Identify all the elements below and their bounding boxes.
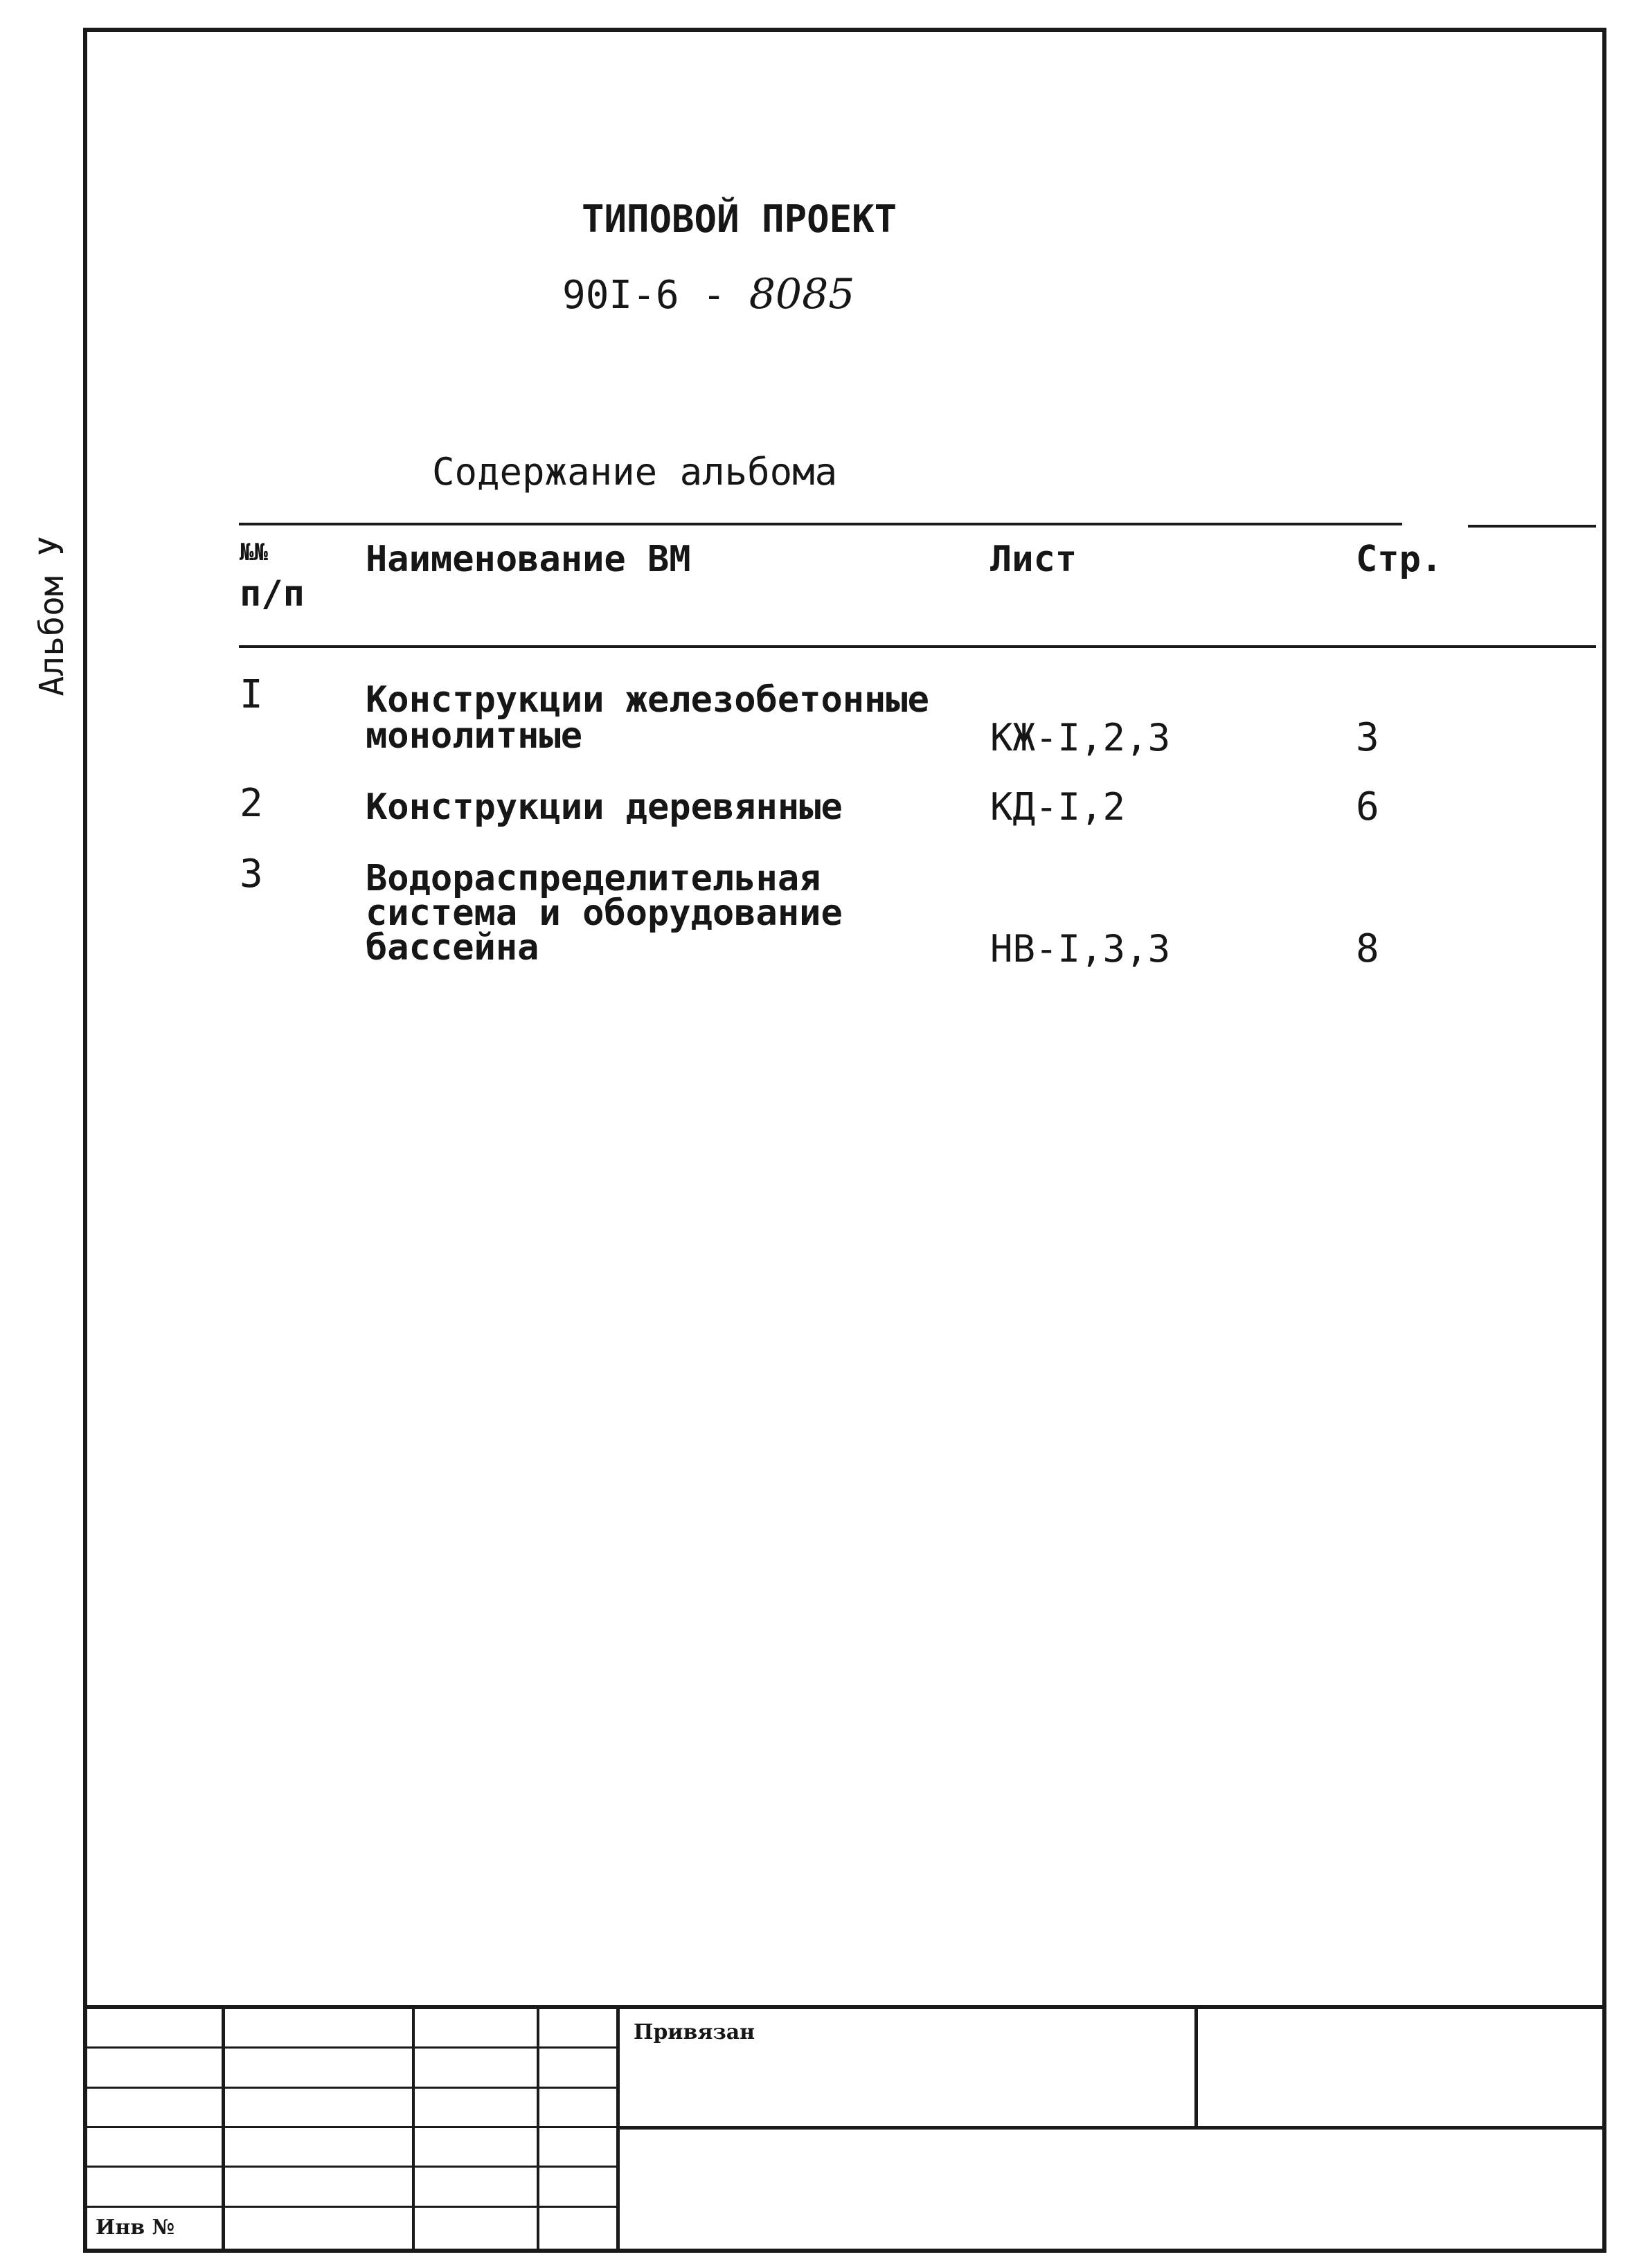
stamp-rule [83, 2206, 620, 2208]
row-name-line: Конструкции деревянные [366, 786, 843, 828]
stamp-rule [83, 2087, 620, 2089]
header-sheet: Лист [990, 539, 1077, 580]
table-top-rule [239, 523, 1402, 525]
row-sheet: КД-I,2 [990, 785, 1126, 829]
stamp-rule [537, 2005, 539, 2253]
title-block [83, 2005, 1606, 2253]
row-page: 6 [1356, 784, 1379, 829]
row-page: 8 [1356, 926, 1379, 971]
row-sheet: НВ-I,3,3 [990, 927, 1171, 971]
row-name-line: бассейна [366, 927, 539, 969]
album-side-label: Альбом У [33, 536, 71, 696]
header-name: Наименование ВМ [366, 539, 691, 580]
bound-label: Привязан [634, 2020, 755, 2044]
stamp-rule [83, 2046, 620, 2049]
row-sheet: КЖ-I,2,3 [990, 716, 1171, 759]
row-number: 3 [240, 852, 263, 897]
project-number-handwritten: 8085 [749, 270, 855, 318]
header-no-line2: п/п [240, 573, 305, 615]
row-name-line: монолитные [366, 715, 583, 757]
header-page: Стр. [1356, 539, 1443, 580]
row-number: I [240, 672, 263, 717]
project-number [562, 270, 854, 318]
stamp-rule [222, 2005, 225, 2253]
row-page: 3 [1356, 715, 1379, 760]
stamp-rule [1194, 2005, 1198, 2126]
row-number: 2 [240, 781, 263, 826]
table-header-rule [239, 645, 1596, 648]
header-no-line1: №№ [240, 539, 268, 566]
row-name-line: Конструкции железобетонные [366, 679, 929, 721]
contents-title: Содержание альбома [432, 450, 838, 494]
row-name-line: система и оборудование [366, 892, 843, 934]
project-number-prefix: 90I-6 - [562, 273, 726, 318]
stamp-rule [83, 2166, 620, 2168]
row-name-line: Водораспределительная [366, 858, 821, 899]
stamp-rule [83, 2126, 620, 2128]
stamp-rule [620, 2126, 1606, 2130]
stamp-rule [83, 2005, 1606, 2009]
project-title: ТИПОВОЙ ПРОЕКТ [582, 197, 897, 241]
inventory-label: Инв № [96, 2215, 175, 2240]
table-top-rule-right [1468, 525, 1596, 528]
stamp-rule [412, 2005, 415, 2253]
drawing-frame [83, 28, 1606, 2253]
